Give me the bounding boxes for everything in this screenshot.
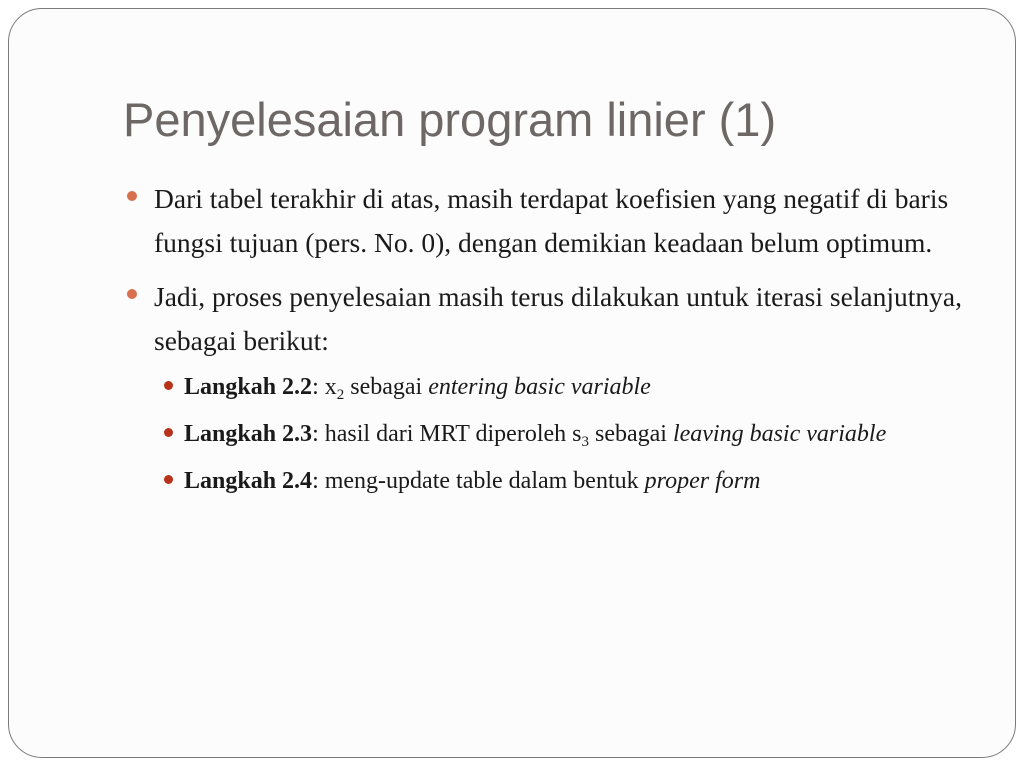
bullet-item: [127, 177, 967, 265]
step-text: sebagai: [344, 374, 429, 400]
sub-bullet-icon: [164, 475, 173, 484]
slide-content: [127, 177, 967, 512]
sub-bullet-item: [154, 367, 967, 408]
bullet-icon: [127, 191, 137, 201]
step-label: Langkah 2.2: [184, 374, 313, 400]
bullet-text: Jadi, proses penyelesaian masih terus dilakukan untuk iterasi selanjutnya, sebagai berikut:: [154, 281, 962, 356]
step-italic-term: entering basic variable: [428, 374, 651, 400]
variable-subscript: 3: [581, 434, 589, 450]
variable-subscript: 2: [336, 387, 345, 403]
bullet-list: [127, 177, 967, 502]
step-colon: :: [312, 421, 325, 447]
sub-bullet-list: [154, 367, 967, 502]
variable-base: s: [572, 421, 582, 447]
step-colon: :: [312, 468, 325, 494]
sub-bullet-item: [154, 414, 967, 455]
step-colon: :: [312, 374, 325, 400]
step-label: Langkah 2.3: [184, 421, 313, 447]
slide-title: Penyelesaian program linier (1): [123, 93, 777, 146]
variable-base: x: [324, 374, 337, 400]
sub-bullet-item: [154, 461, 967, 502]
step-text: meng-update table dalam bentuk: [324, 468, 645, 494]
step-text: hasil dari MRT diperoleh: [324, 421, 573, 447]
step-text: sebagai: [588, 421, 673, 447]
step-italic-term: leaving basic variable: [672, 421, 887, 447]
bullet-text: Dari tabel terakhir di atas, masih terdapat koefisien yang negatif di baris fungsi tujuan (pers. No. 0), dengan demikian keadaan belum optimum.: [154, 183, 949, 258]
bullet-icon: [127, 289, 137, 299]
sub-bullet-icon: [164, 428, 173, 437]
sub-bullet-icon: [164, 381, 173, 390]
slide-frame: [8, 8, 1016, 758]
step-italic-term: proper form: [644, 468, 761, 494]
step-label: Langkah 2.4: [184, 468, 313, 494]
bullet-item: [127, 275, 967, 502]
